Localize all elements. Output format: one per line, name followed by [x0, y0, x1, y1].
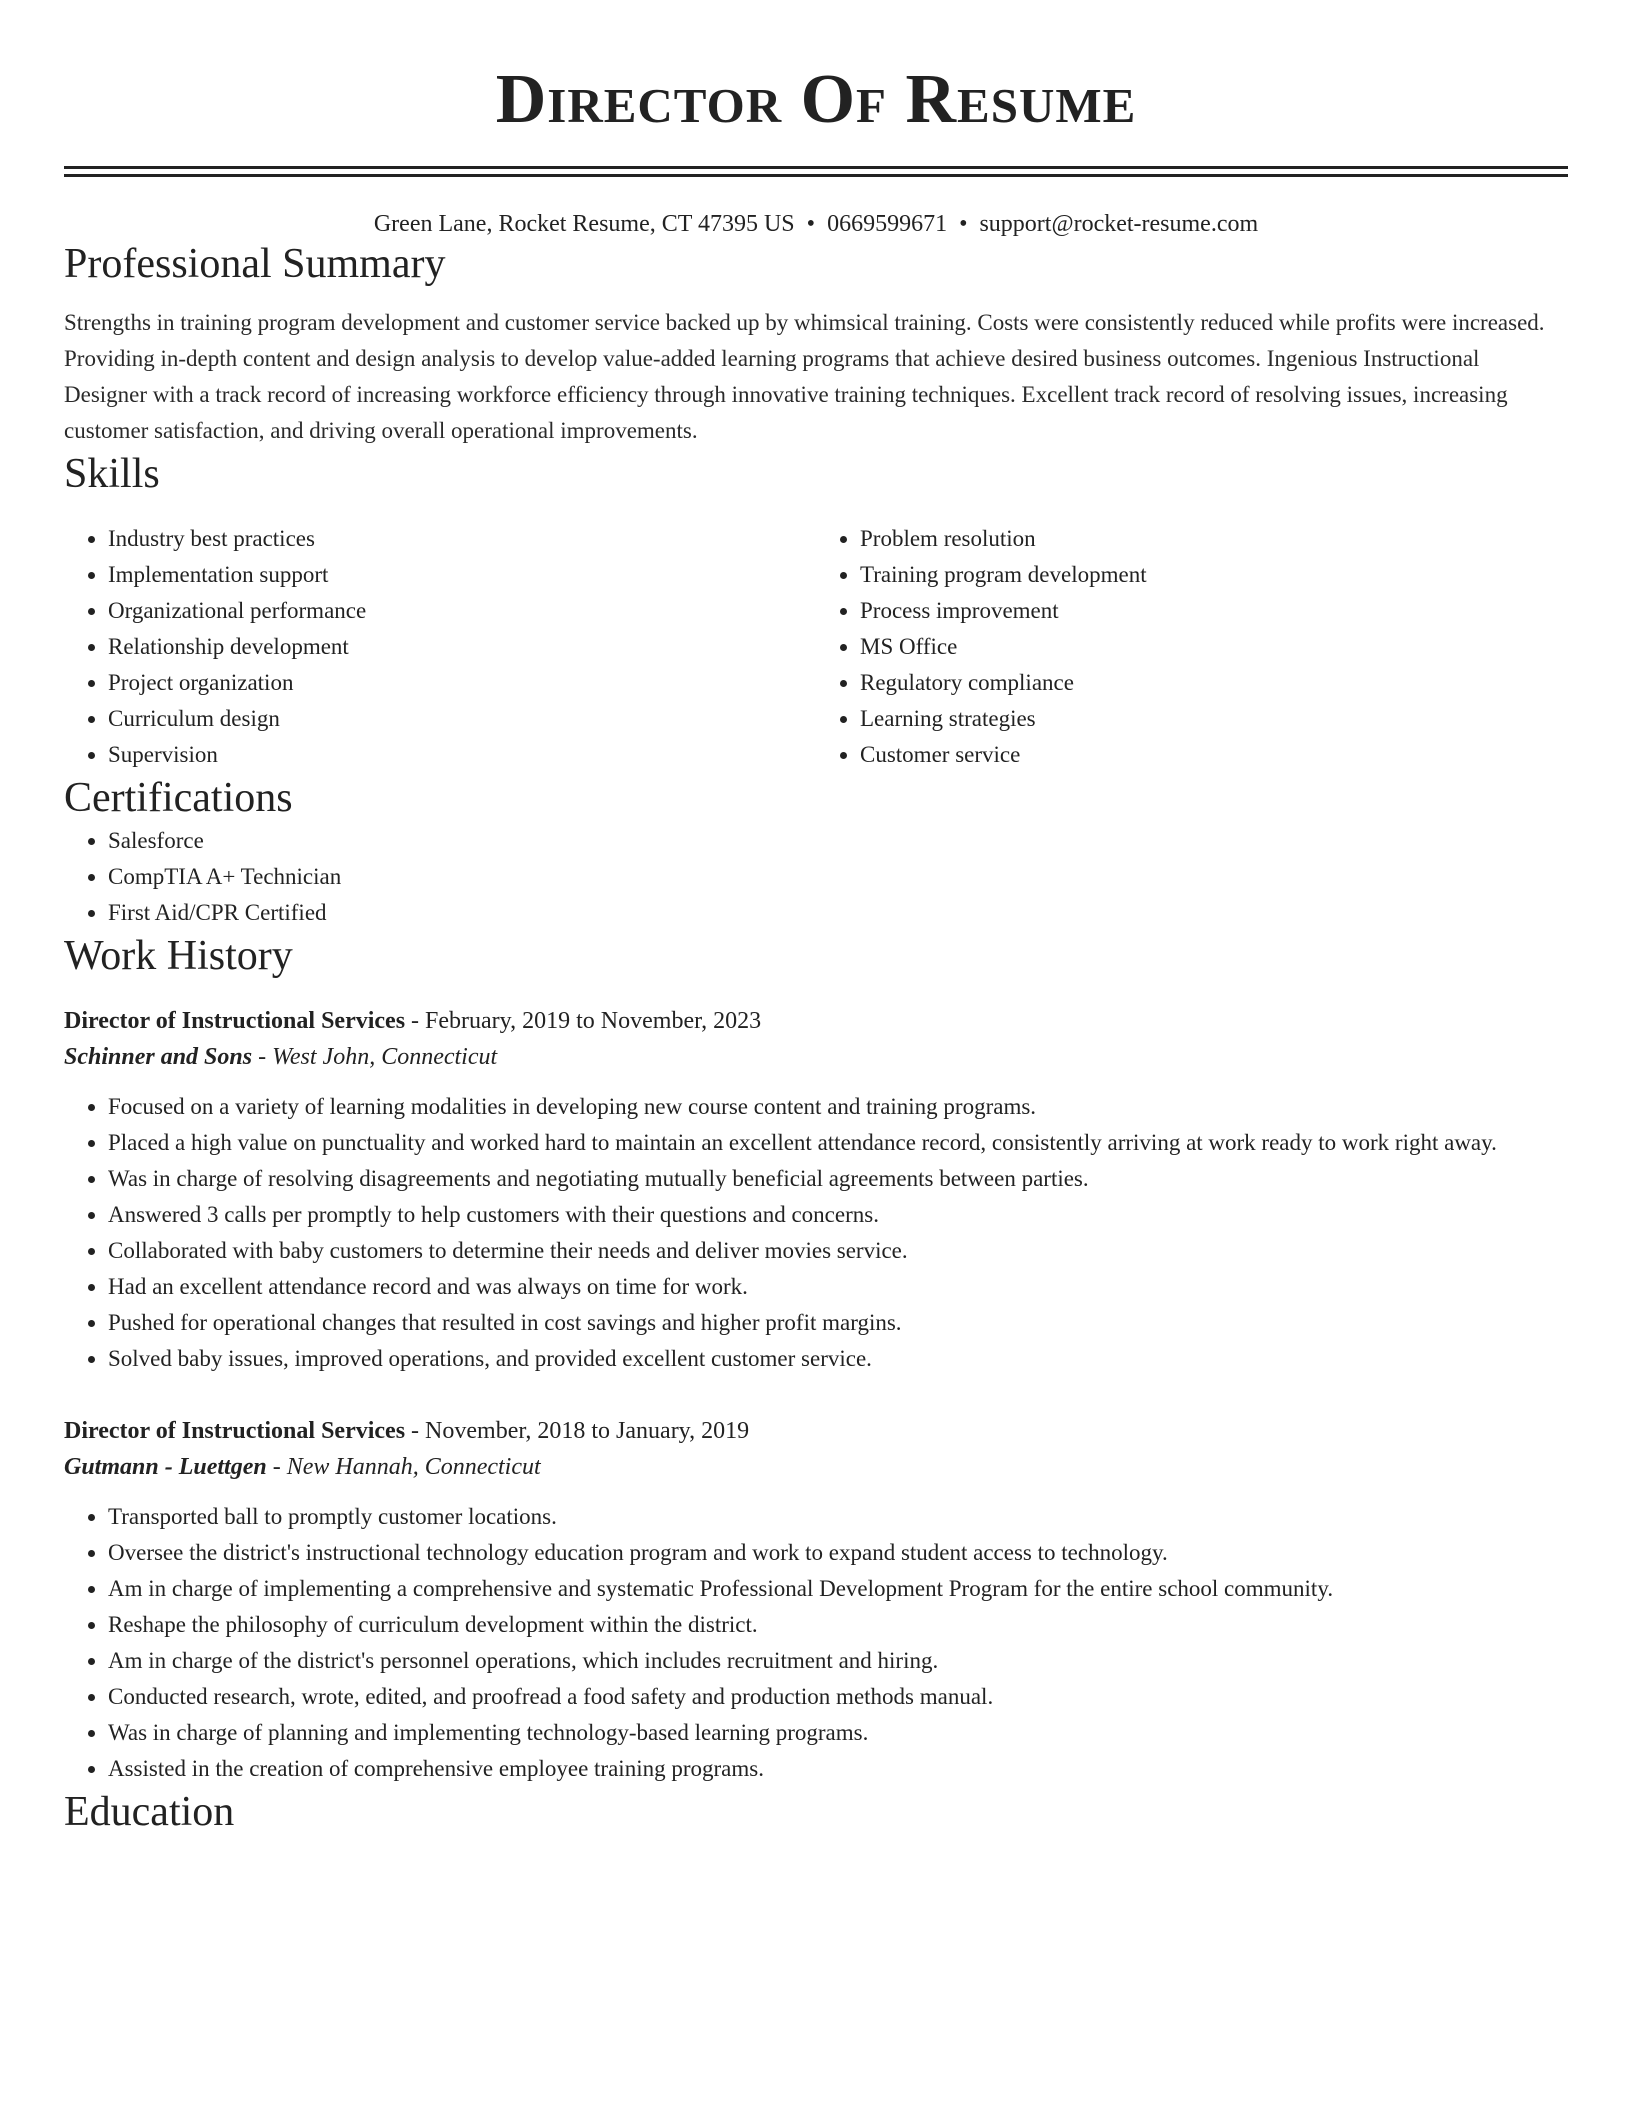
job-duty-item: • Oversee the district's instructional technology education program and work to expand student access to technology.	[108, 1535, 1568, 1571]
contact-separator: •	[959, 211, 968, 237]
skills-list-right	[816, 521, 1568, 773]
job-duty-item: • Conducted research, wrote, edited, and proofread a food safety and production methods manual.	[108, 1679, 1568, 1715]
skill-item: • Customer service	[860, 737, 1568, 773]
summary-text: Strengths in training program development and customer service backed up by whimsical training. Costs were consistently reduced while profits were increased. Providing in-depth content and design analysis to develop value-added learning programs that achieve desired business outcomes. Ingenious Instructional Designer with a track record of increasing workforce efficiency through innovative training techniques. Excellent track record of resolving issues, increasing customer satisfaction, and driving overall operational improvements.	[64, 310, 1545, 443]
job-duties-list	[64, 1089, 1568, 1377]
certification-item: • First Aid/CPR Certified	[108, 895, 1568, 931]
contact-separator: •	[806, 211, 816, 237]
job-role: Director of Instructional Services	[64, 1418, 406, 1444]
job-duty-item: • Focused on a variety of learning modalities in developing new course content and training programs.	[108, 1089, 1568, 1125]
job-entry	[64, 1003, 1568, 1377]
job-duty-item: • Solved baby issues, improved operations, and provided excellent customer service.	[108, 1341, 1568, 1377]
skill-item: • MS Office	[860, 629, 1568, 665]
job-role: Director of Instructional Services	[64, 1008, 406, 1034]
job-dates: - February, 2019 to November, 2023	[405, 1008, 762, 1034]
job-duties-list	[64, 1499, 1568, 1787]
certification-item: • Salesforce	[108, 823, 1568, 859]
skill-item: • Training program development	[860, 557, 1568, 593]
skill-item: • Relationship development	[108, 629, 816, 665]
skill-item: • Organizational performance	[108, 593, 816, 629]
job-duty-item: • Answered 3 calls per promptly to help customers with their questions and concerns.	[108, 1197, 1568, 1233]
job-duty-item: • Transported ball to promptly customer locations.	[108, 1499, 1568, 1535]
skills-heading: Skills	[64, 451, 160, 497]
job-duty-item: • Collaborated with baby customers to determine their needs and deliver movies service.	[108, 1233, 1568, 1269]
job-duty-item: • Reshape the philosophy of curriculum development within the district.	[108, 1607, 1568, 1643]
skills-list-left	[64, 521, 816, 773]
job-company-line	[64, 1039, 1568, 1075]
certifications-list	[64, 823, 1568, 931]
skill-item: • Problem resolution	[860, 521, 1568, 557]
job-location: - New Hannah, Connecticut	[266, 1454, 541, 1480]
job-duty-item: • Placed a high value on punctuality and worked hard to maintain an excellent attendance record, consistently arriving at work ready to work right away.	[108, 1125, 1568, 1161]
job-duty-item: • Was in charge of resolving disagreements and negotiating mutually beneficial agreements between parties.	[108, 1161, 1568, 1197]
job-duty-item: • Am in charge of the district's personnel operations, which includes recruitment and hiring.	[108, 1643, 1568, 1679]
education-heading: Education	[64, 1789, 235, 1835]
job-duty-item: • Assisted in the creation of comprehensive employee training programs.	[108, 1751, 1568, 1787]
certification-item: • CompTIA A+ Technician	[108, 859, 1568, 895]
job-company: Schinner and Sons	[64, 1044, 253, 1070]
skill-item: • Industry best practices	[108, 521, 816, 557]
contact-line	[64, 209, 1568, 239]
job-duty-item: • Pushed for operational changes that resulted in cost savings and higher profit margins.	[108, 1305, 1568, 1341]
skill-item: • Learning strategies	[860, 701, 1568, 737]
skill-item: • Implementation support	[108, 557, 816, 593]
summary-heading: Professional Summary	[64, 241, 446, 287]
skill-item: • Process improvement	[860, 593, 1568, 629]
job-dates: - November, 2018 to January, 2019	[405, 1418, 750, 1444]
skill-item: • Regulatory compliance	[860, 665, 1568, 701]
skill-item: • Supervision	[108, 737, 816, 773]
job-company-line	[64, 1449, 1568, 1485]
contact-phone: 0669599671	[827, 211, 948, 237]
skills-columns	[64, 521, 1568, 773]
job-duty-item: • Am in charge of implementing a comprehensive and systematic Professional Development Program for the entire school community.	[108, 1571, 1568, 1607]
skill-item: • Project organization	[108, 665, 816, 701]
contact-address: Green Lane, Rocket Resume, CT 47395 US	[373, 211, 795, 237]
job-title-line	[64, 1413, 1568, 1449]
job-title-line	[64, 1003, 1568, 1039]
contact-email: support@rocket-resume.com	[979, 211, 1259, 237]
job-duty-item: • Had an excellent attendance record and was always on time for work.	[108, 1269, 1568, 1305]
work-history-heading: Work History	[64, 933, 293, 979]
skill-item: • Curriculum design	[108, 701, 816, 737]
job-duty-item: • Was in charge of planning and implementing technology-based learning programs.	[108, 1715, 1568, 1751]
job-entry	[64, 1413, 1568, 1787]
certifications-heading: Certifications	[64, 775, 293, 821]
job-location: - West John, Connecticut	[252, 1044, 498, 1070]
skills-column-right	[816, 521, 1568, 773]
skills-column-left	[64, 521, 816, 773]
resume-title: Director Of Resume	[495, 61, 1137, 138]
header-divider	[64, 166, 1568, 177]
job-company: Gutmann - Luettgen	[64, 1454, 267, 1480]
